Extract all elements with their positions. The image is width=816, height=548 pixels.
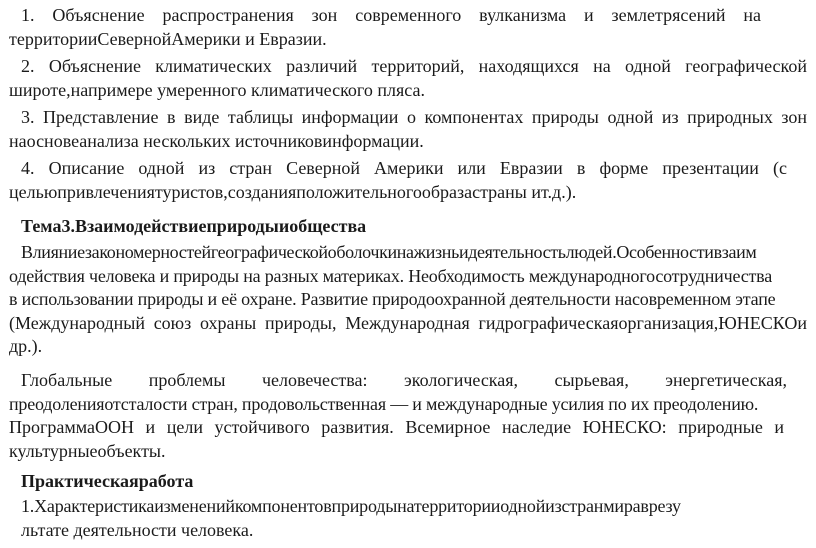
topic-p2-line2: преодоленияотсталости стран, продовольственная — и международные усилия по их преодолению. [9,393,759,414]
topic-p2-line1: Глобальные проблемы человечества: экологическая, сырьевая, энергетическая, [21,370,787,390]
practical-item-line1: 1.Характеристикаизмененийкомпонентовприродынатерриторииоднойизстранмираврезу [21,496,681,516]
list-item-3-line2: наосновеанализа нескольких источниковинформации. [9,130,424,151]
topic-paragraph-1 [9,241,807,359]
topic-title-text: Тема3.Взаимодействиеприродыиобщества [21,216,367,236]
topic-paragraph-2 [9,369,807,463]
list-item-3-line1: 3. Представление в виде таблицы информации о компонентах природы одной из природных зон [21,107,807,127]
topic-p2-line3: ПрограммаООН и цели устойчивого развития. Всемирное наследие ЮНЕСКО: природные и [9,417,784,437]
list-item-2-line2: широте,напримере умеренного климатического пляса. [9,79,425,100]
topic-p1-line2: одействия человека и природы на разных материках. Необходимость международногосотрудничества [9,265,773,286]
topic-p2-line4: культурныеобъекты. [9,440,166,461]
list-item-2-line1: 2. Объяснение климатических различий территорий, находящихся на одной географической [21,56,807,76]
practical-item [9,495,807,542]
practical-title [9,470,816,494]
list-item-3 [9,106,807,153]
list-item-4-line2: цельюпривлечениятуристов,созданияположительногообразастраны ит.д.). [9,181,577,202]
list-item-1-line2: территорииСевернойАмерики и Евразии. [9,28,327,49]
list-item-1-line1: 1. Объяснение распространения зон современного вулканизма и землетрясений на [21,5,761,25]
topic-p1-line4: (Международный союз охраны природы, Международная гидрографическаяорганизация,ЮНЕСКОи [9,312,807,333]
practical-title-text: Практическаяработа [21,471,194,491]
topic-p1-line3: в использовании природы и её охране. Развитие природоохранной деятельности насовременном этапе [9,289,776,309]
list-item-4 [9,157,807,204]
list-item-2 [9,55,807,102]
practical-item-line2: льтате деятельности человека. [21,519,254,540]
topic-title [9,215,816,239]
list-item-4-line1: 4. Описание одной из стран Северной Америки или Евразии в форме презентации (с [21,158,787,178]
list-item-1 [9,4,807,51]
topic-p1-line5: др.). [9,336,43,356]
topic-p1-line1: Влияниезакономерностейгеографическойоболочкинажизньидеятельностьлюдей.Особенностивзаим [21,242,757,262]
